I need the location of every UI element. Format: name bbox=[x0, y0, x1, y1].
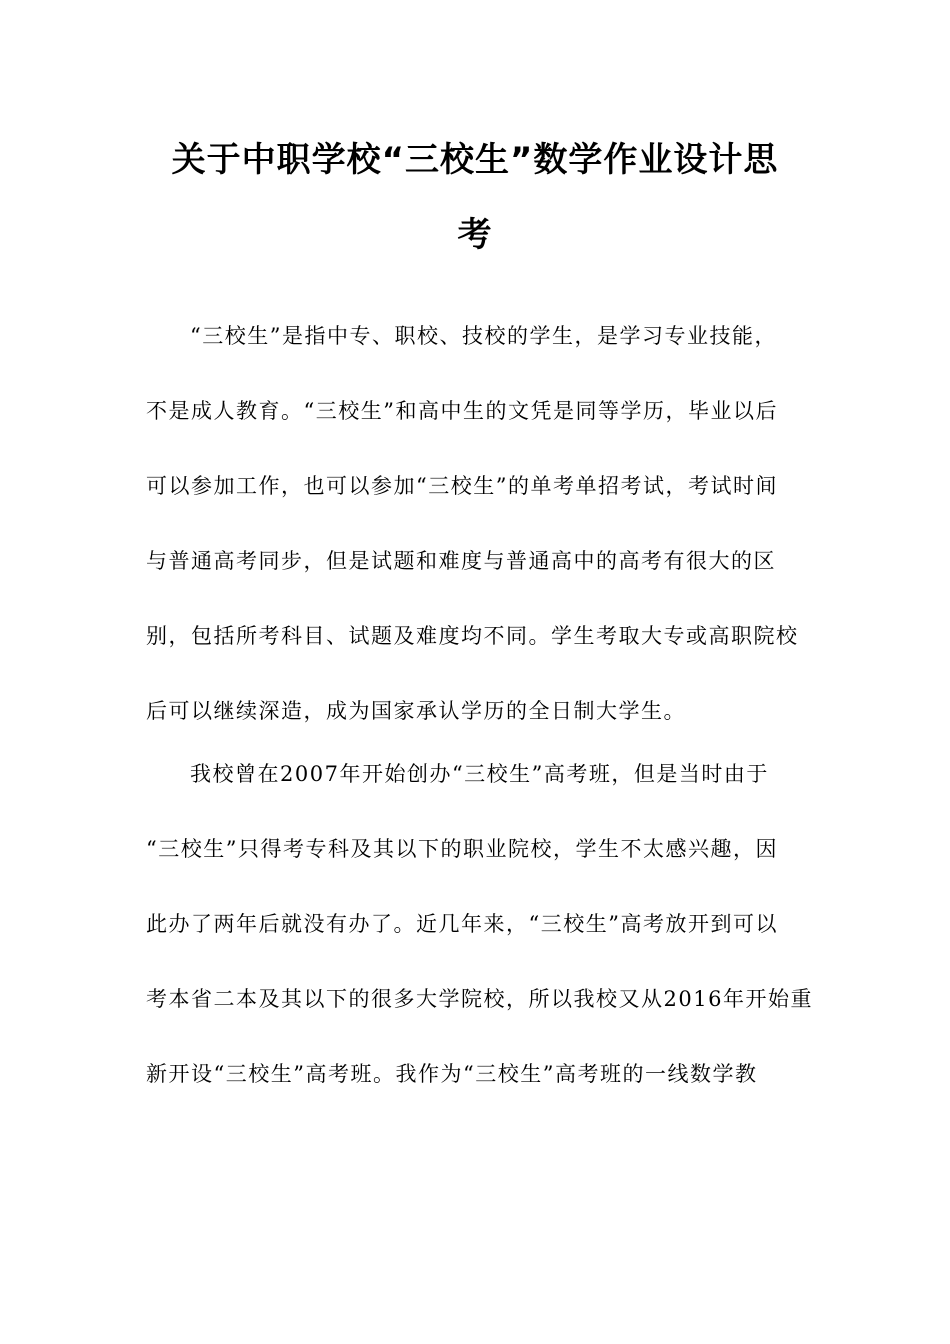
paragraph-1-line-5: 别，包括所考科目、试题及难度均不同。学生考取大专或高职院校 bbox=[146, 624, 799, 648]
document-title-line-1: 关于中职学校“三校生”数学作业设计思 bbox=[171, 140, 779, 180]
paragraph-1-line-1: “三校生”是指中专、职校、技校的学生，是学习专业技能， bbox=[190, 324, 777, 348]
paragraph-1-line-6: 后可以继续深造，成为国家承认学历的全日制大学生。 bbox=[146, 699, 686, 723]
paragraph-1-line-3: 可以参加工作，也可以参加“三校生”的单考单招考试，考试时间 bbox=[146, 474, 778, 498]
paragraph-2-line-1: 我校曾在2007年开始创办“三校生”高考班，但是当时由于 bbox=[190, 762, 769, 786]
paragraph-2-line-4: 考本省二本及其以下的很多大学院校，所以我校又从2016年开始重 bbox=[146, 987, 813, 1011]
paragraph-1-line-4: 与普通高考同步，但是试题和难度与普通高中的高考有很大的区 bbox=[146, 549, 776, 573]
paragraph-2-line-5: 新开设“三校生”高考班。我作为“三校生”高考班的一线数学教 bbox=[146, 1062, 758, 1086]
paragraph-2-line-3: 此办了两年后就没有办了。近几年来，“三校生”高考放开到可以 bbox=[146, 912, 778, 936]
document-title-line-2: 考 bbox=[457, 215, 493, 255]
paragraph-1-line-2: 不是成人教育。“三校生”和高中生的文凭是同等学历，毕业以后 bbox=[146, 399, 778, 423]
paragraph-2-line-2: “三校生”只得考专科及其以下的职业院校，学生不太感兴趣，因 bbox=[146, 837, 778, 861]
